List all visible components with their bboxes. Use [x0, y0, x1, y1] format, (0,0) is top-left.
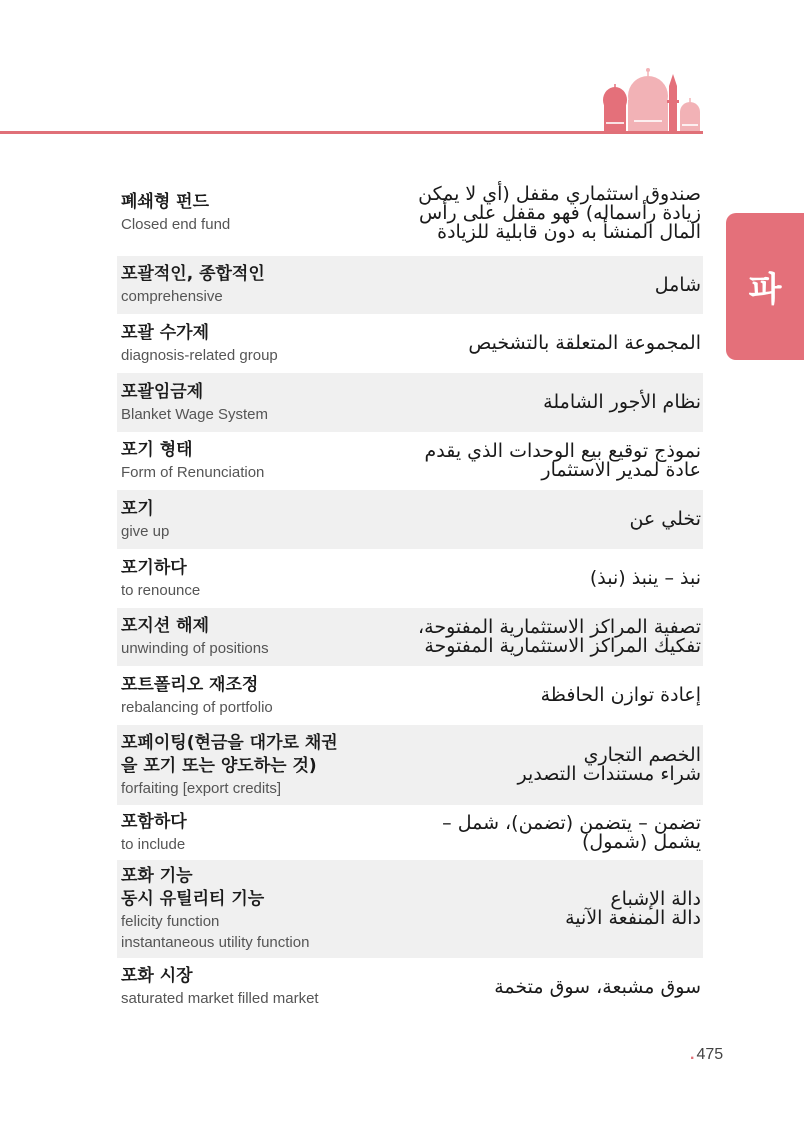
arabic-line: نظام الأجور الشاملة — [543, 391, 701, 413]
glossary-entry — [117, 860, 703, 958]
arabic-translation — [381, 890, 701, 928]
entry-terms — [121, 811, 381, 855]
arabic-translation — [381, 811, 701, 853]
entry-terms — [121, 674, 381, 718]
entry-terms — [121, 381, 381, 425]
arabic-line: زيادة رأسماله) فهو مقفل على رأس — [419, 201, 701, 224]
korean-term: 포괄임금제 — [121, 381, 204, 402]
glossary-entry — [117, 666, 703, 725]
korean-term: 포페이팅(현금을 대가로 채권 — [121, 732, 338, 753]
english-term: Blanket Wage System — [121, 405, 269, 423]
entry-terms — [121, 557, 381, 601]
korean-term: 포괄적인, 종합적인 — [121, 264, 265, 284]
korean-term: 포트폴리오 재조정 — [121, 674, 259, 695]
glossary-entry — [117, 314, 703, 373]
arabic-translation — [381, 746, 701, 784]
english-term: diagnosis-related group — [121, 346, 278, 364]
english-term: to include — [121, 835, 186, 853]
glossary-entry — [117, 958, 703, 1016]
glossary-entry — [117, 805, 703, 860]
glossary-entry — [117, 549, 703, 608]
chapter-tab-label: 파 — [748, 270, 782, 310]
arabic-translation — [381, 334, 701, 353]
arabic-line: نبذ – ينبذ (نبذ) — [589, 567, 701, 589]
korean-term: 포화 기능 — [121, 866, 193, 886]
korean-term: 포함하다 — [121, 811, 187, 832]
korean-term: 폐쇄형 펀드 — [121, 192, 210, 212]
english-term: to renounce — [121, 581, 201, 599]
arabic-line: شراء مستندات التصدير — [517, 763, 701, 785]
mosque-illustration — [600, 60, 704, 134]
arabic-line: عادة لمدير الاستثمار — [541, 459, 701, 481]
arabic-line: دالة الإشباع — [610, 888, 701, 910]
entry-terms — [121, 191, 381, 235]
arabic-line: تصفية المراكز الاستثمارية المفتوحة، — [418, 616, 701, 638]
arabic-translation — [381, 182, 701, 243]
arabic-translation — [381, 569, 701, 588]
glossary-entry — [117, 373, 703, 432]
glossary-list — [117, 170, 703, 1016]
glossary-entry — [117, 725, 703, 805]
arabic-translation — [381, 442, 701, 480]
arabic-translation — [381, 393, 701, 412]
glossary-entry — [117, 490, 703, 549]
korean-term: 을 포기 또는 양도하는 것) — [121, 755, 317, 776]
glossary-entry — [117, 170, 703, 256]
page-number — [690, 1046, 723, 1064]
english-term: comprehensive — [121, 288, 223, 305]
entry-terms — [121, 615, 381, 659]
arabic-translation — [381, 273, 701, 296]
english-term: Closed end fund — [121, 216, 231, 233]
korean-term: 포화 시장 — [121, 966, 193, 986]
arabic-line: صندوق استثماري مقفل (أي لا يمكن — [418, 182, 701, 205]
english-term: instantaneous utility function — [121, 934, 310, 951]
korean-term: 포괄 수가제 — [121, 322, 210, 343]
entry-terms — [121, 498, 381, 542]
english-term: rebalancing of portfolio — [121, 698, 273, 716]
arabic-line: نموذج توقيع بيع الوحدات الذي يقدم — [424, 440, 701, 462]
arabic-translation — [381, 618, 701, 656]
entry-terms — [121, 439, 381, 483]
page-number-dot: . — [690, 1046, 695, 1063]
entry-terms — [121, 965, 381, 1009]
chapter-tab — [726, 213, 804, 360]
glossary-entry — [117, 256, 703, 314]
english-term: saturated market filled market — [121, 990, 319, 1007]
arabic-translation — [381, 975, 701, 998]
page-number-value: 475 — [696, 1046, 724, 1063]
english-term: felicity function — [121, 913, 220, 930]
english-term: give up — [121, 522, 170, 540]
header-rule — [0, 131, 703, 134]
english-term: Form of Renunciation — [121, 464, 265, 481]
arabic-line: يشمل (شمول) — [581, 830, 701, 853]
glossary-entry — [117, 608, 703, 666]
korean-term: 포지션 해제 — [121, 616, 210, 636]
korean-term: 동시 유틸리티 기능 — [121, 889, 265, 909]
arabic-line: إعادة توازن الحافظة — [540, 684, 701, 706]
arabic-line: تفكيك المراكز الاستثمارية المفتوحة — [424, 635, 701, 657]
entry-terms — [121, 865, 381, 953]
entry-terms — [121, 322, 381, 366]
korean-term: 포기 — [121, 498, 154, 519]
arabic-translation — [381, 510, 701, 529]
arabic-line: المجموعة المتعلقة بالتشخيص — [468, 332, 701, 354]
korean-term: 포기하다 — [121, 557, 187, 578]
entry-terms — [121, 263, 381, 307]
arabic-line: دالة المنفعة الآنية — [565, 907, 701, 929]
english-term: unwinding of positions — [121, 640, 269, 657]
glossary-entry — [117, 432, 703, 490]
english-term: forfaiting [export credits] — [121, 779, 282, 797]
arabic-line: سوق مشبعة، سوق متخمة — [494, 975, 701, 998]
arabic-line: المال المنشأ به دون قابلية للزيادة — [437, 220, 701, 243]
arabic-line: تضمن – يتضمن (تضمن)، شمل – — [442, 811, 701, 834]
arabic-line: الخصم التجاري — [583, 744, 701, 766]
arabic-translation — [381, 686, 701, 705]
korean-term: 포기 형태 — [121, 440, 193, 460]
arabic-line: شامل — [654, 273, 701, 296]
entry-terms — [121, 732, 381, 799]
arabic-line: تخلي عن — [629, 508, 701, 530]
